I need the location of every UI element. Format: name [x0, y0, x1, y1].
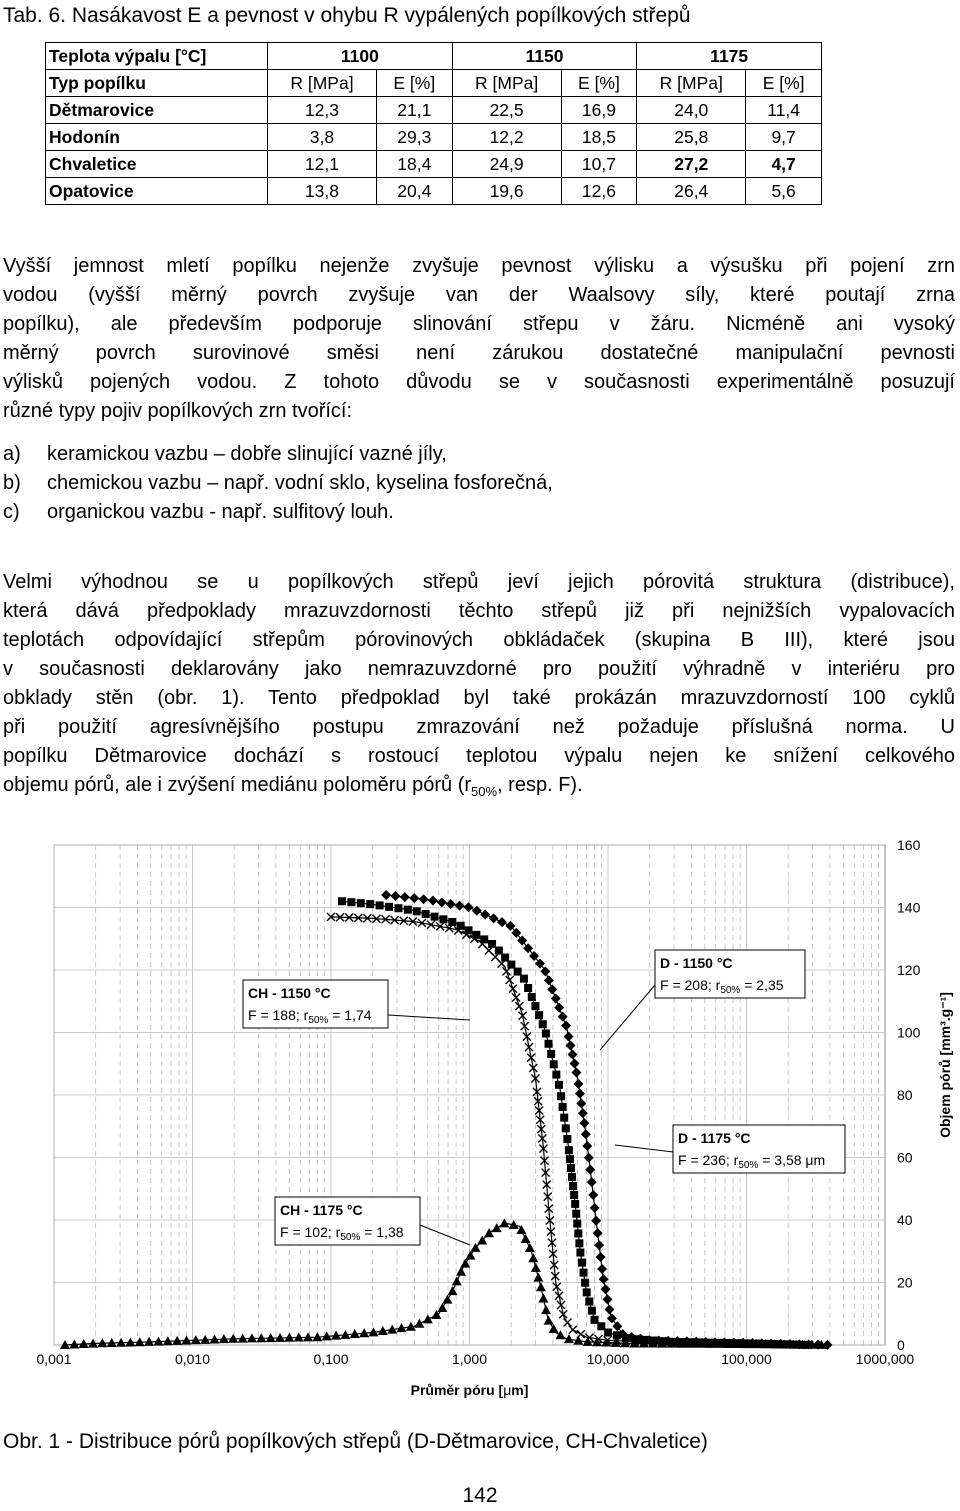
x-tick-label: 0,010: [174, 1351, 211, 1367]
data-point-square-marker: [559, 1103, 567, 1111]
cell: 18,5: [561, 124, 637, 151]
y-tick-label: 0: [897, 1337, 905, 1353]
data-point-diamond-marker: [582, 1141, 592, 1151]
annotation-box: [243, 980, 388, 1028]
data-point-diamond-marker: [390, 891, 400, 901]
y-axis-label: Objem pórů [mm³.g⁻¹]: [937, 992, 953, 1138]
data-point-diamond-marker: [596, 1252, 606, 1262]
data-point-square-marker: [547, 1050, 555, 1058]
data-point-square-marker: [480, 935, 488, 943]
list-item: [3, 469, 553, 498]
cell: 10,7: [561, 151, 637, 178]
data-point-diamond-marker: [428, 896, 438, 906]
temp-1100: 1100: [268, 43, 453, 70]
list-item: [3, 498, 553, 527]
data-point-diamond-marker: [590, 1203, 600, 1213]
text-fragment: , resp. F).: [497, 774, 583, 796]
data-point-square-marker: [578, 1259, 586, 1267]
data-point-triangle-marker: [465, 1251, 475, 1260]
data-point-diamond-marker: [573, 1079, 583, 1089]
annotation-box: [673, 1125, 845, 1173]
data-point-diamond-marker: [547, 984, 557, 994]
data-point-diamond-marker: [584, 1153, 594, 1163]
paragraph-2: [3, 568, 955, 806]
page-number: 142: [462, 1484, 498, 1507]
text-line: výlisků pojených vodou. Z tohoto důvodu se v současnosti experimentálně posuzují: [3, 371, 955, 393]
data-point-diamond-marker: [579, 1118, 589, 1128]
data-point-square-marker: [413, 907, 421, 915]
data-point-diamond-marker: [497, 917, 507, 927]
data-point-diamond-marker: [601, 1284, 611, 1294]
text-fragment: objemu pórů, ale i zvýšení mediánu poloměru pórů (r: [3, 774, 472, 796]
temp-label: Teplota výpalu [°C]: [46, 43, 268, 70]
data-point-triangle-marker: [541, 1305, 551, 1314]
cell: 27,2: [637, 151, 746, 178]
data-point-square-marker: [439, 915, 447, 923]
annotation-box: [655, 950, 805, 998]
data-point-triangle-marker: [528, 1253, 538, 1262]
x-tick-label: 0,100: [313, 1351, 349, 1367]
data-point-diamond-marker: [569, 1058, 579, 1068]
data-point-square-marker: [563, 1135, 571, 1143]
data-point-diamond-marker: [535, 959, 545, 969]
cell: 16,9: [561, 97, 637, 124]
row-name: Hodonín: [46, 124, 268, 151]
data-point-square-marker: [560, 1114, 568, 1122]
data-point-x-marker: [553, 1283, 561, 1291]
annotation-values: F = 188; $r_{50\%} = 1,74$: [248, 1007, 372, 1026]
data-point-square-marker: [531, 1002, 539, 1010]
data-point-square-marker: [448, 918, 456, 926]
data-point-square-marker: [557, 1092, 565, 1100]
data-point-square-marker: [501, 954, 509, 962]
data-point-square-marker: [431, 913, 439, 921]
data-point-diamond-marker: [594, 1240, 604, 1250]
x-axis-label: Průměr póru [μm]: [410, 1382, 529, 1398]
cell: 24,9: [452, 151, 561, 178]
data-point-square-marker: [394, 904, 402, 912]
data-point-diamond-marker: [581, 1129, 591, 1139]
data-point-triangle-marker: [536, 1282, 546, 1291]
data-point-square-marker: [539, 1020, 547, 1028]
text-line: popílku Dětmarovice dochází s rostoucí teplotou výpalu nejen ke snížení celkového: [3, 745, 955, 767]
data-point-square-marker: [570, 1191, 578, 1199]
subheader: R [MPa]: [637, 70, 746, 97]
list-mark: b): [3, 472, 21, 494]
data-point-square-marker: [572, 1210, 580, 1218]
text-line: měrný povrch surovinové směsi není zárukou dostatečné manipulační pevnosti: [3, 342, 955, 364]
data-point-x-marker: [564, 1318, 572, 1326]
cell: 26,4: [637, 178, 746, 205]
text-line-last: [3, 771, 955, 806]
data-point-square-marker: [357, 899, 365, 907]
cell: 12,2: [452, 124, 561, 151]
data-point-square-marker: [542, 1029, 550, 1037]
data-point-x-marker: [555, 1292, 563, 1300]
figure-caption: Obr. 1 - Distribuce pórů popílkových střepů (D-Dětmarovice, CH-Chvaletice): [3, 1430, 708, 1453]
data-point-diamond-marker: [561, 1021, 571, 1031]
cell: 3,8: [268, 124, 377, 151]
data-point-triangle-marker: [538, 1294, 548, 1303]
list-mark: a): [3, 443, 21, 465]
cell: 20,4: [376, 178, 452, 205]
data-point-square-marker: [347, 898, 355, 906]
data-point-diamond-marker: [551, 994, 561, 1004]
data-point-x-marker: [569, 1326, 577, 1334]
data-point-square-marker: [569, 1182, 577, 1190]
table-subheader-row: [46, 70, 822, 97]
x-tick-label: 1000,000: [855, 1351, 915, 1367]
data-point-diamond-marker: [400, 892, 410, 902]
subheader: E [%]: [561, 70, 637, 97]
data-point-triangle-marker: [525, 1243, 535, 1252]
data-point-square-marker: [524, 984, 532, 992]
data-point-diamond-marker: [576, 1098, 586, 1108]
data-point-triangle-marker: [533, 1273, 543, 1282]
annotation-connector: [388, 1015, 470, 1020]
cell: 24,0: [637, 97, 746, 124]
cell: 13,8: [268, 178, 377, 205]
data-point-x-marker: [509, 985, 517, 993]
data-point-diamond-marker: [607, 1313, 617, 1323]
data-point-triangle-marker: [492, 1223, 502, 1232]
text-line: při použití agresívnějšího postupu zmrazování než požaduje příslušná norma. U: [3, 716, 955, 738]
text-line: různé typy pojiv popílkových zrn tvořící:: [3, 400, 353, 422]
series-line: [65, 1223, 830, 1345]
pore-distribution-chart: [0, 825, 960, 1410]
data-point-diamond-marker: [604, 1304, 614, 1314]
type-label: Typ popílku: [46, 70, 268, 97]
data-point-diamond-marker: [529, 951, 539, 961]
data-point-triangle-marker: [423, 1314, 433, 1323]
data-point-x-marker: [506, 976, 514, 984]
cell: 4,7: [746, 151, 822, 178]
list-item: [3, 440, 553, 469]
data-point-square-marker: [550, 1060, 558, 1068]
data-point-square-marker: [576, 1249, 584, 1257]
data-point-diamond-marker: [544, 975, 554, 985]
paragraph-1: [3, 252, 955, 426]
data-point-diamond-marker: [409, 893, 419, 903]
data-point-square-marker: [565, 1146, 573, 1154]
list-mark: c): [3, 501, 20, 523]
text-line: v současnosti deklarovány jako nemrazuvzdorné pro použití výhradně v interiéru pro: [3, 658, 955, 680]
series-triangle: [60, 1218, 830, 1349]
annotation-values: F = 102; $r_{50\%} = 1,38$: [280, 1224, 404, 1243]
subheader: E [%]: [376, 70, 452, 97]
data-point-diamond-marker: [567, 1049, 577, 1059]
data-point-square-marker: [528, 993, 536, 1001]
row-name: Opatovice: [46, 178, 268, 205]
data-point-square-marker: [580, 1269, 588, 1277]
data-point-square-marker: [568, 1173, 576, 1181]
data-point-diamond-marker: [540, 966, 550, 976]
data-point-square-marker: [562, 1124, 570, 1132]
data-point-square-marker: [581, 1279, 589, 1287]
table-row: [46, 97, 822, 124]
temp-1150: 1150: [452, 43, 637, 70]
data-point-diamond-marker: [566, 1040, 576, 1050]
data-point-square-marker: [422, 910, 430, 918]
data-point-diamond-marker: [587, 1177, 597, 1187]
data-point-square-marker: [583, 1288, 591, 1296]
data-point-diamond-marker: [588, 1190, 598, 1200]
cell: 12,6: [561, 178, 637, 205]
text-line: Vyšší jemnost mletí popílku nejenže zvyšuje pevnost výlisku a výsušku při pojení zrn: [3, 255, 955, 277]
data-point-square-marker: [574, 1229, 582, 1237]
text-line: Velmi výhodnou se u popílkových střepů jeví jejich pórovitá struktura (distribuce),: [3, 571, 955, 593]
data-point-diamond-marker: [591, 1216, 601, 1226]
data-point-square-marker: [404, 906, 412, 914]
data-point-square-marker: [507, 961, 515, 969]
data-point-diamond-marker: [612, 1321, 622, 1331]
data-point-triangle-marker: [456, 1267, 466, 1276]
data-point-triangle-marker: [452, 1276, 462, 1285]
annotation-title: CH - 1175 °C: [280, 1202, 363, 1218]
y-tick-label: 60: [897, 1149, 913, 1166]
data-point-square-marker: [376, 901, 384, 909]
data-point-triangle-marker: [442, 1295, 452, 1304]
data-point-square-marker: [366, 900, 374, 908]
subheader: E [%]: [746, 70, 822, 97]
data-point-square-marker: [545, 1040, 553, 1048]
properties-table: [45, 42, 822, 205]
data-point-triangle-marker: [460, 1259, 470, 1268]
annotation-values: F = 208; $r_{50\%} = 2,35$: [660, 977, 784, 996]
data-point-diamond-marker: [603, 1294, 613, 1304]
table-header-row: [46, 43, 822, 70]
data-point-triangle-marker: [549, 1324, 559, 1333]
cell: 22,5: [452, 97, 561, 124]
data-point-square-marker: [588, 1307, 596, 1315]
text-line: která dává předpoklady mrazuvzdornosti těchto střepů již při nejnižších vypalovacích: [3, 600, 955, 622]
data-point-square-marker: [495, 947, 503, 955]
annotation-connector: [615, 1145, 673, 1152]
data-point-diamond-marker: [381, 890, 391, 900]
data-point-triangle-marker: [414, 1319, 424, 1328]
data-point-diamond-marker: [575, 1089, 585, 1099]
data-point-square-marker: [585, 1298, 593, 1306]
data-point-diamond-marker: [480, 910, 490, 920]
data-point-triangle-marker: [521, 1234, 531, 1243]
cell: 12,1: [268, 151, 377, 178]
data-point-x-marker: [512, 993, 520, 1001]
data-point-triangle-marker: [544, 1316, 554, 1325]
data-point-square-marker: [385, 903, 393, 911]
cell: 9,7: [746, 124, 822, 151]
data-point-diamond-marker: [419, 894, 429, 904]
cell: 29,3: [376, 124, 452, 151]
data-point-diamond-marker: [571, 1067, 581, 1077]
data-point-diamond-marker: [517, 936, 527, 946]
y-tick-label: 100: [897, 1024, 921, 1041]
cell: 11,4: [746, 97, 822, 124]
data-point-square-marker: [555, 1081, 563, 1089]
y-tick-label: 80: [897, 1087, 913, 1103]
data-point-diamond-marker: [437, 897, 447, 907]
x-tick-label: 100,000: [721, 1351, 772, 1367]
annotation-title: D - 1150 °C: [660, 955, 733, 971]
subheader: R [MPa]: [268, 70, 377, 97]
cell: 5,6: [746, 178, 822, 205]
list-text: organickou vazbu - např. sulfitový louh.: [47, 501, 394, 523]
subscript: 50%: [471, 784, 498, 799]
list-text: keramickou vazbu – dobře slinující vazné jíly,: [47, 443, 447, 465]
data-point-diamond-marker: [593, 1228, 603, 1238]
data-point-square-marker: [457, 922, 465, 930]
chart-svg: [0, 825, 960, 1410]
cell: 18,4: [376, 151, 452, 178]
data-point-square-marker: [573, 1220, 581, 1228]
x-tick-label: 1,000: [451, 1351, 488, 1367]
annotation-box: [275, 1197, 420, 1245]
binder-list: [3, 440, 553, 527]
text-line: vodou (vyšší měrný povrch zvyšuje van der Waalsovy síly, které poutají zrna: [3, 284, 955, 306]
text-line: teplotách odpovídající střepům pórovinových obkládaček (skupina B III), které jsou: [3, 629, 955, 651]
y-tick-label: 40: [897, 1212, 913, 1228]
table-row: [46, 178, 822, 205]
data-point-square-marker: [465, 926, 473, 934]
cell: 19,6: [452, 178, 561, 205]
data-point-square-marker: [535, 1011, 543, 1019]
row-name: Dětmarovice: [46, 97, 268, 124]
table-row: [46, 124, 822, 151]
annotation-title: CH - 1150 °C: [248, 985, 331, 1001]
cell: 25,8: [637, 124, 746, 151]
data-point-square-marker: [604, 1329, 612, 1337]
data-point-diamond-marker: [597, 1264, 607, 1274]
y-tick-label: 160: [897, 837, 921, 853]
x-tick-label: 10,000: [586, 1351, 630, 1367]
data-point-x-marker: [515, 1002, 523, 1010]
data-point-x-marker: [557, 1301, 565, 1309]
cell: 21,1: [376, 97, 452, 124]
data-point-diamond-marker: [523, 943, 533, 953]
data-point-square-marker: [571, 1200, 579, 1208]
y-tick-label: 20: [897, 1274, 913, 1291]
x-tick-label: 0,001: [36, 1351, 72, 1367]
temp-1175: 1175: [637, 43, 822, 70]
data-point-square-marker: [575, 1239, 583, 1247]
annotation-values: F = 236; $r_{50\%} = 3,58$ μm: [678, 1152, 826, 1171]
data-point-square-marker: [566, 1155, 574, 1163]
text-line: obklady stěn (obr. 1). Tento předpoklad byl také prokázán mrazuvzdorností 100 cyklů: [3, 687, 955, 709]
data-point-square-marker: [520, 975, 528, 983]
data-point-diamond-marker: [564, 1031, 574, 1041]
subheader: R [MPa]: [452, 70, 561, 97]
data-point-diamond-marker: [489, 913, 499, 923]
data-point-square-marker: [338, 897, 346, 905]
data-point-square-marker: [472, 931, 480, 939]
data-point-diamond-marker: [511, 928, 521, 938]
row-name: Chvaletice: [46, 151, 268, 178]
data-point-square-marker: [514, 968, 522, 976]
y-tick-label: 140: [897, 899, 921, 916]
data-point-square-marker: [567, 1164, 575, 1172]
text-line: popílku), ale především podporuje slinování střepu v žáru. Nicméně ani vysoký: [3, 313, 955, 335]
y-tick-label: 120: [897, 962, 921, 978]
data-point-triangle-marker: [484, 1228, 494, 1237]
table-caption: Tab. 6. Nasákavost E a pevnost v ohybu R vypálených popílkových střepů: [3, 4, 691, 27]
data-point-square-marker: [552, 1071, 560, 1079]
list-text: chemickou vazbu – např. vodní sklo, kyselina fosforečná,: [47, 472, 553, 494]
table-row: [46, 151, 822, 178]
data-point-diamond-marker: [554, 1003, 564, 1013]
data-point-triangle-marker: [531, 1263, 541, 1272]
annotation-title: D - 1175 °C: [678, 1130, 751, 1146]
cell: 12,3: [268, 97, 377, 124]
